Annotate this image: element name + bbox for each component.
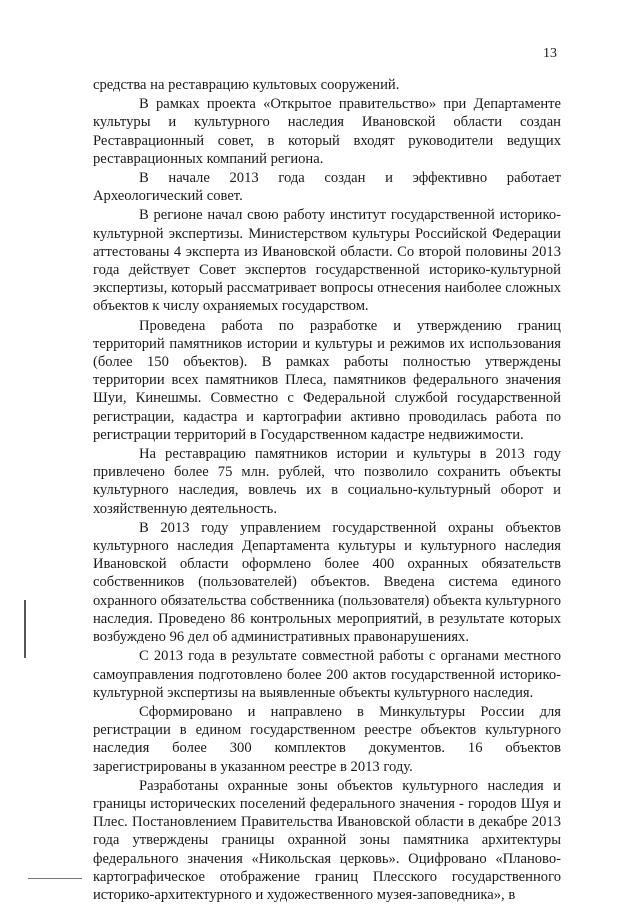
paragraph-8: С 2013 года в результате совместной работы с органами местного самоуправления подготовлено более 200 актов государственной историко-культурной экспертизы на выявленные объекты культурного наследия. [93,648,561,701]
paragraph-2: В рамках проекта «Открытое правительство» при Департаменте культуры и культурного наследия Ивановской области создан Реставрационный совет, в который входят руководители ведущих реставрационных компаний региона. [93,96,561,167]
footer-rule [28,878,82,879]
page-number: 13 [543,46,557,61]
margin-mark [24,600,26,658]
paragraph-10: Разработаны охранные зоны объектов культурного наследия и границы исторических поселений федерального значения - городов Шуя и Плес. Постановлением Правительства Ивановской области в декабре 2013 года утверждены границы охранной зоны памятника архитектуры федерального значения «Никольская церковь». Оцифровано «Планово-картографическое отображение границ Плесского государственного историко-архитектурного и художественного музея-заповедника», в [93,777,561,903]
paragraph-5: Проведена работа по разработке и утверждению границ территорий памятников истории и культуры и режимов их использования (более 150 объектов). В рамках работы полностью утверждены территории всех памятников Плеса, памятников федерального значения Шуи, Кинешмы. Совместно с Федеральной службой государственной регистрации, кадастра и картографии активно проводилась работа по регистрации территорий в Государственном кадастре недвижимости. [93,317,561,443]
paragraph-9: Сформировано и направлено в Минкультуры России для регистрации в едином государственном реестре объектов культурного наследия более 300 комплектов документов. 16 объектов зарегистрированы в указанном реестре в 2013 году. [93,703,561,775]
document-body [93,76,561,905]
paragraph-6: На реставрацию памятников истории и культуры в 2013 году привлечено более 75 млн. рублей, что позволило сохранить объекты культурного наследия, вовлечь их в социально-культурный оборот и хозяйственную деятельность. [93,446,561,517]
paragraph-4: В регионе начал свою работу институт государственной историко-культурной экспертизы. Министерством культуры Российской Федерации аттестованы 4 эксперта из Ивановской области. Со второй половины 2013 года действует Совет экспертов государственной историко-культурной экспертизы, который рассматривает вопросы отнесения наиболее сложных объектов к числу охраняемых государством. [93,207,561,315]
paragraph-1: средства на реставрацию культовых сооружений. [93,77,400,93]
paragraph-7: В 2013 году управлением государственной охраны объектов культурного наследия Департамента культуры и культурного наследия Ивановской области оформлено более 400 охранных обязательств собственников (пользователей) объектов. Введена система единого охранного обязательства собственника (пользователя) объекта культурного наследия. Проведено 86 контрольных мероприятий, в результате которых возбуждено 96 дел об административных правонарушениях. [93,519,561,646]
paragraph-3: В начале 2013 года создан и эффективно работает Археологический совет. [93,170,561,205]
